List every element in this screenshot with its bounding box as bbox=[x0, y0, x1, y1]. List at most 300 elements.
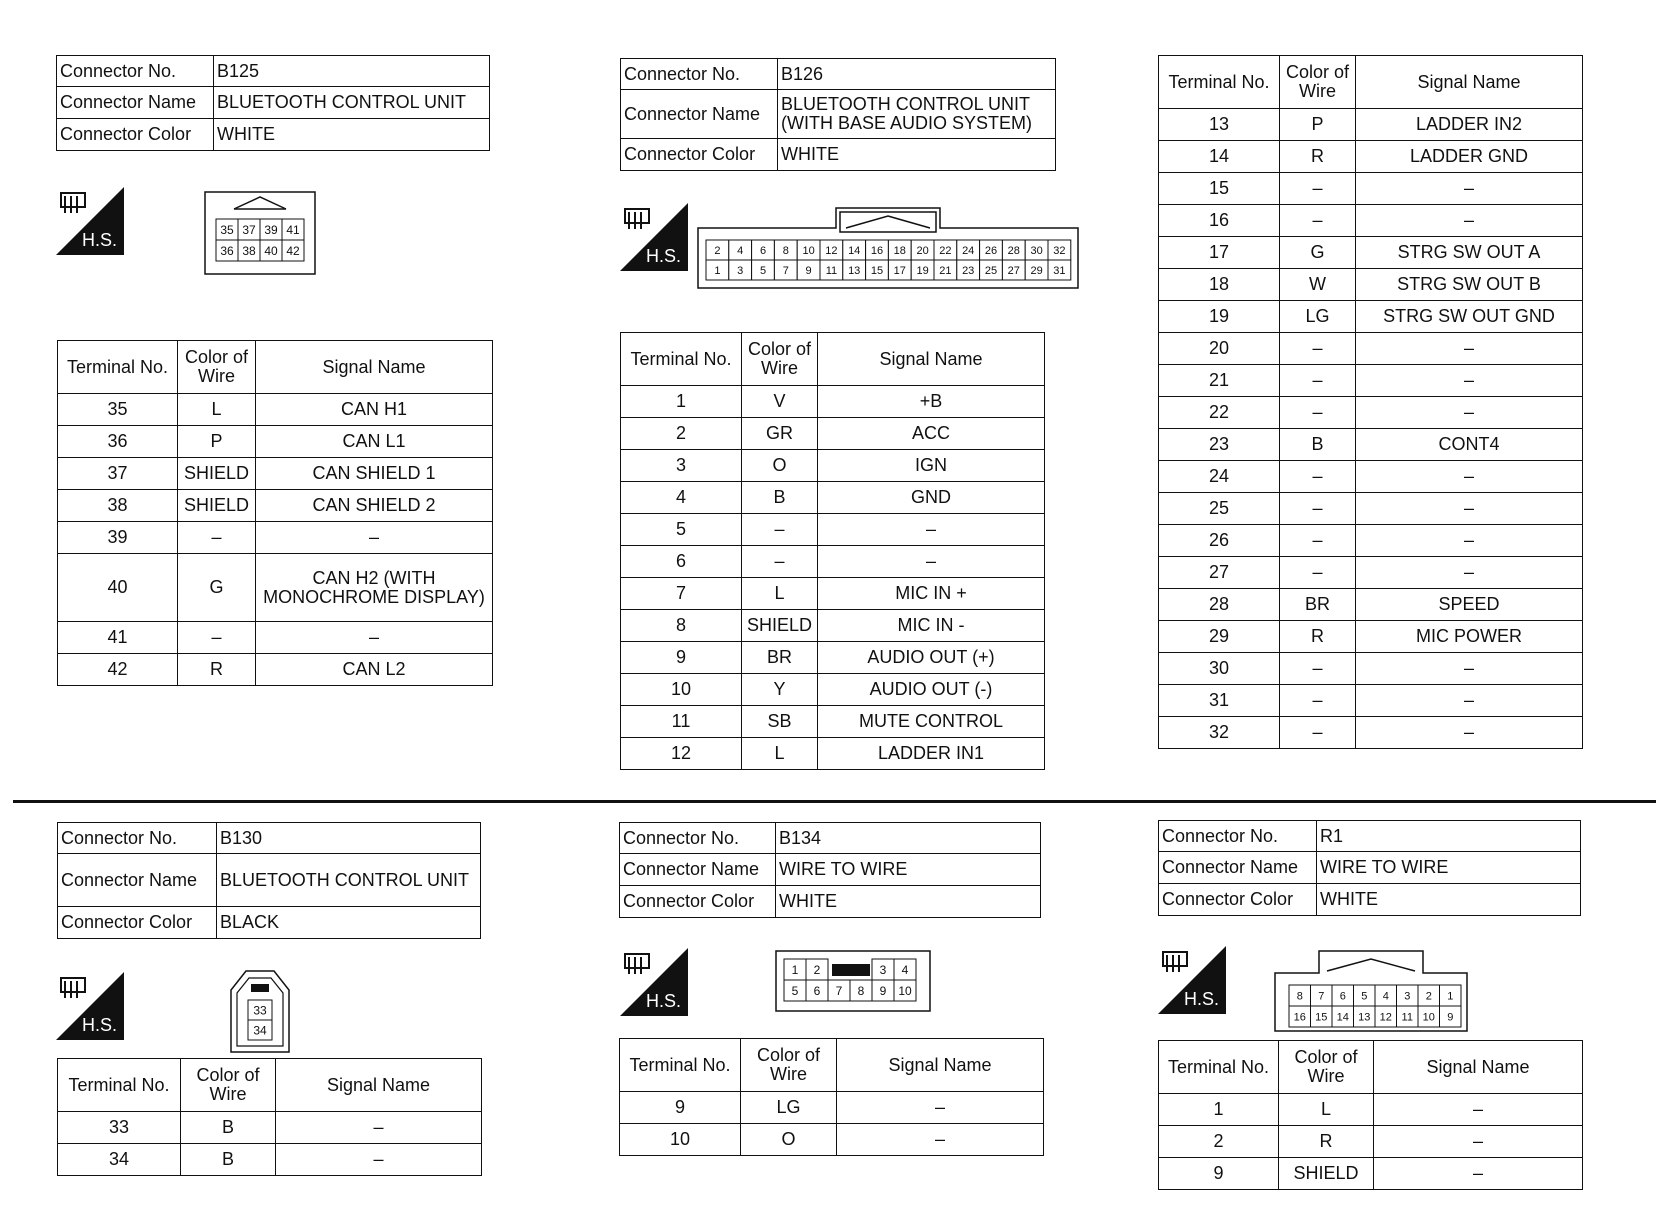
table-row bbox=[1159, 109, 1583, 141]
pin-number: 39 bbox=[264, 222, 278, 237]
signal-name-cell: LADDER GND bbox=[1356, 141, 1583, 173]
pin-number: 16 bbox=[870, 244, 884, 257]
connector-color-label: Connector Color bbox=[1159, 884, 1317, 916]
terminal-no-cell: 41 bbox=[58, 622, 178, 654]
table-row bbox=[1159, 1094, 1583, 1126]
table-row bbox=[621, 386, 1045, 418]
connector-info-table bbox=[1158, 820, 1581, 916]
connector-name-value: BLUETOOTH CONTROL UNIT bbox=[214, 87, 490, 119]
table-row bbox=[620, 1124, 1044, 1156]
table-row bbox=[58, 554, 493, 622]
connector-no-label: Connector No. bbox=[58, 823, 217, 854]
pin-number: 2 bbox=[813, 962, 821, 977]
table-row bbox=[1159, 173, 1583, 205]
terminal-no-cell: 15 bbox=[1159, 173, 1280, 205]
r1-terminal-block bbox=[1158, 1040, 1583, 1190]
wire-color-cell: P bbox=[178, 426, 256, 458]
wire-color-cell: – bbox=[1280, 493, 1356, 525]
wire-color-cell: – bbox=[742, 546, 818, 578]
b126-info-block bbox=[620, 58, 1056, 171]
table-row bbox=[1159, 1158, 1583, 1190]
pin-number: 19 bbox=[916, 264, 929, 277]
wire-color-cell: – bbox=[178, 522, 256, 554]
wire-color-cell: – bbox=[1280, 333, 1356, 365]
signal-name-cell: MIC IN + bbox=[818, 578, 1045, 610]
connector-color-value: WHITE bbox=[214, 119, 490, 151]
terminal-no-cell: 21 bbox=[1159, 365, 1280, 397]
wire-color-cell: SHIELD bbox=[178, 458, 256, 490]
pin-number: 4 bbox=[1382, 990, 1389, 1003]
terminal-no-cell: 9 bbox=[620, 1092, 741, 1124]
table-row bbox=[1159, 429, 1583, 461]
signal-name-cell: – bbox=[1356, 653, 1583, 685]
signal-name-cell: MIC POWER bbox=[1356, 621, 1583, 653]
pin-number: 21 bbox=[939, 264, 952, 277]
b126-terminal-block bbox=[620, 332, 1045, 770]
signal-name-cell: – bbox=[1356, 205, 1583, 237]
signal-name-cell: – bbox=[1356, 173, 1583, 205]
terminal-no-cell: 28 bbox=[1159, 589, 1280, 621]
table-row bbox=[621, 482, 1045, 514]
wire-color-cell: – bbox=[1280, 205, 1356, 237]
color-of-wire-header: Color of Wire bbox=[178, 341, 256, 394]
table-row bbox=[58, 394, 493, 426]
pin-number: 4 bbox=[901, 962, 909, 977]
terminal-no-header: Terminal No. bbox=[58, 1059, 181, 1112]
wire-color-cell: R bbox=[1280, 141, 1356, 173]
signal-name-cell: STRG SW OUT A bbox=[1356, 237, 1583, 269]
connector-color-value: BLACK bbox=[217, 907, 481, 939]
signal-name-cell: – bbox=[818, 546, 1045, 578]
terminal-no-header: Terminal No. bbox=[1159, 1041, 1279, 1094]
wire-color-cell: W bbox=[1280, 269, 1356, 301]
pin-number: 1 bbox=[791, 962, 799, 977]
terminal-no-cell: 1 bbox=[621, 386, 742, 418]
table-row bbox=[1159, 1126, 1583, 1158]
terminal-no-cell: 32 bbox=[1159, 717, 1280, 749]
terminal-no-cell: 7 bbox=[621, 578, 742, 610]
pin-number: 20 bbox=[916, 244, 929, 257]
table-row bbox=[621, 738, 1045, 770]
terminal-no-cell: 16 bbox=[1159, 205, 1280, 237]
pin-number: 5 bbox=[791, 983, 799, 998]
terminal-no-cell: 9 bbox=[1159, 1158, 1279, 1190]
signal-name-cell: AUDIO OUT (-) bbox=[818, 674, 1045, 706]
pin-number: 3 bbox=[1404, 990, 1411, 1003]
connector-name-label: Connector Name bbox=[57, 87, 214, 119]
signal-name-cell: – bbox=[837, 1124, 1044, 1156]
pin-number: 10 bbox=[1422, 1011, 1435, 1024]
wire-color-cell: SB bbox=[742, 706, 818, 738]
signal-name-cell: IGN bbox=[818, 450, 1045, 482]
pin-number: 16 bbox=[1293, 1011, 1306, 1024]
wire-color-cell: SHIELD bbox=[1279, 1158, 1374, 1190]
signal-name-cell: AUDIO OUT (+) bbox=[818, 642, 1045, 674]
signal-name-header: Signal Name bbox=[837, 1039, 1044, 1092]
wire-color-cell: V bbox=[742, 386, 818, 418]
terminal-no-cell: 23 bbox=[1159, 429, 1280, 461]
signal-name-cell: – bbox=[818, 514, 1045, 546]
wire-color-cell: O bbox=[742, 450, 818, 482]
terminal-no-cell: 37 bbox=[58, 458, 178, 490]
pin-number: 34 bbox=[253, 1023, 267, 1038]
connector-color-label: Connector Color bbox=[57, 119, 214, 151]
pin-number: 18 bbox=[893, 244, 906, 257]
wire-color-cell: L bbox=[742, 578, 818, 610]
pin-number: 26 bbox=[984, 244, 998, 257]
connector-no-value: B134 bbox=[776, 823, 1041, 854]
signal-name-cell: – bbox=[1356, 365, 1583, 397]
table-row bbox=[1159, 333, 1583, 365]
pin-number: 2 bbox=[1425, 990, 1432, 1003]
terminal-no-header: Terminal No. bbox=[621, 333, 742, 386]
pin-number: 29 bbox=[1030, 264, 1043, 277]
wire-color-cell: O bbox=[741, 1124, 837, 1156]
color-of-wire-header: Color of Wire bbox=[181, 1059, 276, 1112]
b134-terminal-block bbox=[619, 1038, 1044, 1156]
signal-name-cell: CAN H1 bbox=[256, 394, 493, 426]
harness-side-icon bbox=[1158, 946, 1226, 1014]
terminal-no-cell: 25 bbox=[1159, 493, 1280, 525]
terminal-no-cell: 12 bbox=[621, 738, 742, 770]
terminal-no-cell: 14 bbox=[1159, 141, 1280, 173]
terminal-table bbox=[1158, 55, 1583, 749]
pin-number: 35 bbox=[220, 222, 234, 237]
wire-color-cell: R bbox=[1280, 621, 1356, 653]
signal-name-cell: – bbox=[276, 1112, 482, 1144]
pin-number: 37 bbox=[242, 222, 256, 237]
connector-color-label: Connector Color bbox=[620, 886, 776, 918]
table-row bbox=[58, 458, 493, 490]
pin-number: 9 bbox=[1447, 1011, 1454, 1024]
pin-number: 12 bbox=[1379, 1011, 1392, 1024]
signal-name-cell: CAN L1 bbox=[256, 426, 493, 458]
table-row bbox=[1159, 493, 1583, 525]
wire-color-cell: – bbox=[742, 514, 818, 546]
pin-number: 33 bbox=[253, 1003, 267, 1018]
pin-number: 28 bbox=[1007, 244, 1020, 257]
connector-face-b126 bbox=[696, 206, 1080, 295]
signal-name-cell: LADDER IN1 bbox=[818, 738, 1045, 770]
table-row bbox=[58, 1144, 482, 1176]
pin-number: 3 bbox=[737, 264, 744, 277]
hs-badge-text: H.S. bbox=[82, 1015, 118, 1035]
pin-number: 1 bbox=[1447, 990, 1454, 1003]
connector-no-label: Connector No. bbox=[621, 59, 778, 90]
wire-color-cell: – bbox=[1280, 365, 1356, 397]
terminal-no-cell: 5 bbox=[621, 514, 742, 546]
pin-number: 12 bbox=[825, 244, 838, 257]
pin-number: 38 bbox=[242, 243, 256, 258]
signal-name-cell: – bbox=[276, 1144, 482, 1176]
pin-number: 10 bbox=[802, 244, 815, 257]
terminal-no-cell: 30 bbox=[1159, 653, 1280, 685]
table-row bbox=[1159, 365, 1583, 397]
wire-color-cell: – bbox=[1280, 557, 1356, 589]
connector-name-label: Connector Name bbox=[621, 90, 778, 139]
signal-name-cell: CAN SHIELD 2 bbox=[256, 490, 493, 522]
connector-name-value: BLUETOOTH CONTROL UNIT bbox=[217, 854, 481, 907]
harness-side-icon bbox=[56, 187, 124, 255]
signal-name-header: Signal Name bbox=[1356, 56, 1583, 109]
connector-no-value: B126 bbox=[778, 59, 1056, 90]
color-of-wire-header: Color of Wire bbox=[742, 333, 818, 386]
table-row bbox=[620, 1092, 1044, 1124]
signal-name-cell: STRG SW OUT GND bbox=[1356, 301, 1583, 333]
wire-color-cell: LG bbox=[1280, 301, 1356, 333]
signal-name-cell: – bbox=[1374, 1094, 1583, 1126]
terminal-no-cell: 6 bbox=[621, 546, 742, 578]
pin-number: 41 bbox=[286, 222, 300, 237]
terminal-no-cell: 34 bbox=[58, 1144, 181, 1176]
terminal-table bbox=[620, 332, 1045, 770]
signal-name-header: Signal Name bbox=[276, 1059, 482, 1112]
connector-face-r1 bbox=[1273, 949, 1469, 1038]
pin-number: 7 bbox=[1318, 990, 1325, 1003]
pin-number: 4 bbox=[737, 244, 744, 257]
signal-name-header: Signal Name bbox=[818, 333, 1045, 386]
connector-info-table bbox=[57, 822, 481, 939]
wire-color-cell: SHIELD bbox=[742, 610, 818, 642]
signal-name-cell: MUTE CONTROL bbox=[818, 706, 1045, 738]
pin-number: 15 bbox=[870, 264, 884, 277]
terminal-table bbox=[57, 1058, 482, 1176]
wire-color-cell: B bbox=[181, 1112, 276, 1144]
connector-color-label: Connector Color bbox=[58, 907, 217, 939]
connector-info-table bbox=[620, 58, 1056, 171]
terminal-no-cell: 40 bbox=[58, 554, 178, 622]
terminal-no-cell: 8 bbox=[621, 610, 742, 642]
pin-number: 32 bbox=[1053, 244, 1066, 257]
hs-badge-text: H.S. bbox=[646, 246, 682, 266]
signal-name-cell: – bbox=[1374, 1126, 1583, 1158]
connector-name-label: Connector Name bbox=[1159, 852, 1317, 884]
pin-number: 42 bbox=[286, 243, 300, 258]
terminal-no-header: Terminal No. bbox=[1159, 56, 1280, 109]
pin-number: 36 bbox=[220, 243, 234, 258]
hs-badge-text: H.S. bbox=[82, 230, 118, 250]
wire-color-cell: R bbox=[178, 654, 256, 686]
terminal-no-cell: 3 bbox=[621, 450, 742, 482]
table-row bbox=[621, 578, 1045, 610]
signal-name-cell: – bbox=[1356, 557, 1583, 589]
terminal-no-header: Terminal No. bbox=[620, 1039, 741, 1092]
signal-name-cell: – bbox=[1356, 397, 1583, 429]
signal-name-cell: CAN L2 bbox=[256, 654, 493, 686]
terminal-no-cell: 19 bbox=[1159, 301, 1280, 333]
connector-face-b130 bbox=[228, 968, 292, 1059]
wire-color-cell: GR bbox=[742, 418, 818, 450]
signal-name-cell: STRG SW OUT B bbox=[1356, 269, 1583, 301]
wire-color-cell: – bbox=[1280, 461, 1356, 493]
terminal-no-cell: 36 bbox=[58, 426, 178, 458]
table-row bbox=[58, 522, 493, 554]
color-of-wire-header: Color of Wire bbox=[1279, 1041, 1374, 1094]
harness-side-icon bbox=[620, 948, 688, 1016]
pin-number: 7 bbox=[782, 264, 789, 277]
pin-number: 8 bbox=[782, 244, 789, 257]
wire-color-cell: B bbox=[1280, 429, 1356, 461]
table-row bbox=[1159, 141, 1583, 173]
table-row bbox=[58, 490, 493, 522]
terminal-no-cell: 2 bbox=[621, 418, 742, 450]
harness-side-icon bbox=[620, 203, 688, 271]
wire-color-cell: L bbox=[1279, 1094, 1374, 1126]
pin-number: 14 bbox=[848, 244, 861, 257]
wire-color-cell: P bbox=[1280, 109, 1356, 141]
terminal-no-cell: 24 bbox=[1159, 461, 1280, 493]
r1-info-block bbox=[1158, 820, 1581, 916]
b125-terminal-block bbox=[57, 340, 493, 686]
signal-name-cell: +B bbox=[818, 386, 1045, 418]
color-of-wire-header: Color of Wire bbox=[741, 1039, 837, 1092]
table-row bbox=[1159, 717, 1583, 749]
connector-color-value: WHITE bbox=[1317, 884, 1581, 916]
signal-name-header: Signal Name bbox=[1374, 1041, 1583, 1094]
wire-color-cell: B bbox=[181, 1144, 276, 1176]
connector-name-label: Connector Name bbox=[58, 854, 217, 907]
pin-number: 8 bbox=[1296, 990, 1303, 1003]
table-row bbox=[1159, 621, 1583, 653]
terminal-no-cell: 13 bbox=[1159, 109, 1280, 141]
table-row bbox=[1159, 685, 1583, 717]
wire-color-cell: Y bbox=[742, 674, 818, 706]
pin-number: 40 bbox=[264, 243, 278, 258]
table-row bbox=[621, 546, 1045, 578]
signal-name-cell: – bbox=[1356, 685, 1583, 717]
wire-color-cell: BR bbox=[1280, 589, 1356, 621]
connector-no-value: B125 bbox=[214, 56, 490, 87]
table-row bbox=[58, 1112, 482, 1144]
signal-name-cell: – bbox=[1356, 461, 1583, 493]
terminal-no-cell: 4 bbox=[621, 482, 742, 514]
pin-number: 6 bbox=[759, 244, 767, 257]
pin-number: 11 bbox=[825, 264, 838, 277]
pin-number: 13 bbox=[1358, 1011, 1371, 1024]
pin-number: 5 bbox=[759, 264, 767, 277]
table-row bbox=[58, 426, 493, 458]
connector-name-value: BLUETOOTH CONTROL UNIT (WITH BASE AUDIO SYSTEM) bbox=[778, 90, 1056, 139]
signal-name-cell: – bbox=[1356, 493, 1583, 525]
table-row bbox=[1159, 397, 1583, 429]
hs-badge-text: H.S. bbox=[1184, 989, 1220, 1009]
pin-number: 1 bbox=[714, 264, 721, 277]
table-row bbox=[1159, 653, 1583, 685]
terminal-table bbox=[619, 1038, 1044, 1156]
wire-color-cell: G bbox=[1280, 237, 1356, 269]
connector-face-b125 bbox=[204, 191, 316, 280]
terminal-no-cell: 11 bbox=[621, 706, 742, 738]
signal-name-header: Signal Name bbox=[256, 341, 493, 394]
wire-color-cell: B bbox=[742, 482, 818, 514]
wire-color-cell: G bbox=[178, 554, 256, 622]
terminal-no-cell: 42 bbox=[58, 654, 178, 686]
pin-number: 9 bbox=[805, 264, 812, 277]
terminal-no-cell: 18 bbox=[1159, 269, 1280, 301]
pin-number: 31 bbox=[1053, 264, 1066, 277]
section-divider bbox=[13, 800, 1656, 803]
pin-number: 5 bbox=[1361, 990, 1368, 1003]
signal-name-cell: ACC bbox=[818, 418, 1045, 450]
table-row bbox=[621, 450, 1045, 482]
connector-name-value: WIRE TO WIRE bbox=[1317, 852, 1581, 884]
connector-face-b134 bbox=[775, 950, 931, 1017]
pin-number: 2 bbox=[714, 244, 721, 257]
terminal-no-cell: 27 bbox=[1159, 557, 1280, 589]
pin-number: 6 bbox=[1339, 990, 1346, 1003]
connector-no-value: B130 bbox=[217, 823, 481, 854]
terminal-no-cell: 26 bbox=[1159, 525, 1280, 557]
table-row bbox=[58, 654, 493, 686]
table-row bbox=[1159, 205, 1583, 237]
pin-number: 3 bbox=[879, 962, 887, 977]
terminal-table bbox=[1158, 1040, 1583, 1190]
connector-info-table bbox=[56, 55, 490, 151]
table-row bbox=[1159, 525, 1583, 557]
pin-number: 27 bbox=[1007, 264, 1020, 277]
table-row bbox=[621, 610, 1045, 642]
terminal-no-cell: 1 bbox=[1159, 1094, 1279, 1126]
pin-number: 30 bbox=[1030, 244, 1043, 257]
pin-number: 24 bbox=[962, 244, 975, 257]
pin-number: 10 bbox=[898, 983, 912, 998]
signal-name-cell: CAN SHIELD 1 bbox=[256, 458, 493, 490]
terminal-no-header: Terminal No. bbox=[58, 341, 178, 394]
connector-no-label: Connector No. bbox=[57, 56, 214, 87]
pin-number: 6 bbox=[813, 983, 821, 998]
wire-color-cell: – bbox=[1280, 653, 1356, 685]
table-row bbox=[1159, 557, 1583, 589]
b126-terminal-block-continued bbox=[1158, 55, 1583, 749]
b134-info-block bbox=[619, 822, 1041, 918]
signal-name-cell: SPEED bbox=[1356, 589, 1583, 621]
pin-number: 7 bbox=[835, 983, 843, 998]
color-of-wire-header: Color of Wire bbox=[1280, 56, 1356, 109]
terminal-no-cell: 10 bbox=[621, 674, 742, 706]
table-row bbox=[1159, 269, 1583, 301]
terminal-no-cell: 20 bbox=[1159, 333, 1280, 365]
terminal-no-cell: 17 bbox=[1159, 237, 1280, 269]
table-row bbox=[621, 674, 1045, 706]
terminal-no-cell: 38 bbox=[58, 490, 178, 522]
signal-name-cell: MIC IN - bbox=[818, 610, 1045, 642]
b125-info-block bbox=[56, 55, 490, 151]
table-row bbox=[621, 514, 1045, 546]
terminal-no-cell: 10 bbox=[620, 1124, 741, 1156]
table-row bbox=[621, 418, 1045, 450]
signal-name-cell: GND bbox=[818, 482, 1045, 514]
pin-number: 8 bbox=[857, 983, 865, 998]
table-row bbox=[1159, 589, 1583, 621]
signal-name-cell: – bbox=[1374, 1158, 1583, 1190]
pin-number: 11 bbox=[1401, 1011, 1413, 1024]
signal-name-cell: CONT4 bbox=[1356, 429, 1583, 461]
pin-number: 15 bbox=[1315, 1011, 1328, 1024]
signal-name-cell: – bbox=[256, 622, 493, 654]
table-row bbox=[1159, 301, 1583, 333]
terminal-no-cell: 35 bbox=[58, 394, 178, 426]
pin-number: 14 bbox=[1336, 1011, 1349, 1024]
signal-name-cell: – bbox=[1356, 333, 1583, 365]
signal-name-cell: – bbox=[256, 522, 493, 554]
terminal-no-cell: 31 bbox=[1159, 685, 1280, 717]
wire-color-cell: L bbox=[178, 394, 256, 426]
connector-name-label: Connector Name bbox=[620, 854, 776, 886]
connector-no-value: R1 bbox=[1317, 821, 1581, 852]
pin-number: 13 bbox=[848, 264, 861, 277]
terminal-no-cell: 33 bbox=[58, 1112, 181, 1144]
wire-color-cell: LG bbox=[741, 1092, 837, 1124]
